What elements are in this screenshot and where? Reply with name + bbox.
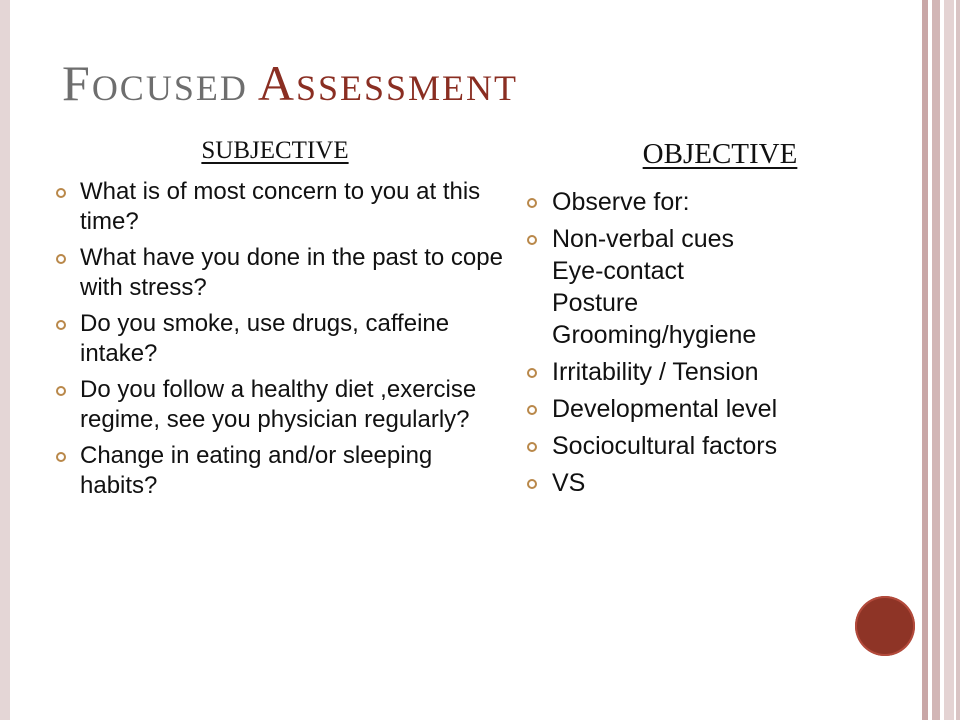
bullet-icon [527, 368, 537, 378]
list-item: Developmental level [527, 393, 922, 425]
bullet-icon [527, 198, 537, 208]
cue-label: Non-verbal cues [552, 225, 735, 253]
cue-label: Posture [552, 289, 639, 317]
decorative-circle-icon [855, 596, 915, 656]
list-item: Sociocultural factors [527, 430, 922, 462]
list-item: What is of most concern to you at this time? [56, 177, 511, 237]
bullet-icon [527, 235, 537, 245]
cue-label: Eye-contact [552, 257, 685, 285]
list-item: Do you smoke, use drugs, caffeine intake? [56, 309, 511, 369]
slide-title [62, 54, 518, 112]
list-item: VS [527, 467, 922, 499]
title-word-assessment: ASSESSMENT [257, 55, 519, 111]
objective-heading: OBJECTIVE [642, 138, 798, 170]
title-word-focused: FOCUSED [62, 55, 248, 111]
subjective-heading: SUBJECTIVE [201, 137, 349, 164]
bullet-icon [56, 254, 66, 264]
list-item: Change in eating and/or sleeping habits? [56, 441, 511, 501]
slide-frame-left [0, 0, 10, 720]
bullet-icon [56, 386, 66, 396]
subjective-list [56, 177, 511, 507]
bullet-icon [527, 442, 537, 452]
list-item: Observe for: [527, 186, 922, 218]
list-item: What have you done in the past to cope with stress? [56, 243, 511, 303]
bullet-icon [56, 188, 66, 198]
slide-frame-right [922, 0, 960, 720]
list-item: Do you follow a healthy diet ,exercise regime, see you physician regularly? [56, 375, 511, 435]
list-item-cues [527, 223, 922, 351]
frame-stripe [932, 0, 940, 720]
frame-stripe [922, 0, 928, 720]
frame-stripe [956, 0, 960, 720]
cue-label: Grooming/hygiene [552, 321, 757, 349]
bullet-icon [56, 320, 66, 330]
bullet-icon [56, 452, 66, 462]
list-item: Irritability / Tension [527, 356, 922, 388]
objective-list [527, 186, 922, 504]
frame-stripe [944, 0, 954, 720]
bullet-icon [527, 479, 537, 489]
bullet-icon [527, 405, 537, 415]
